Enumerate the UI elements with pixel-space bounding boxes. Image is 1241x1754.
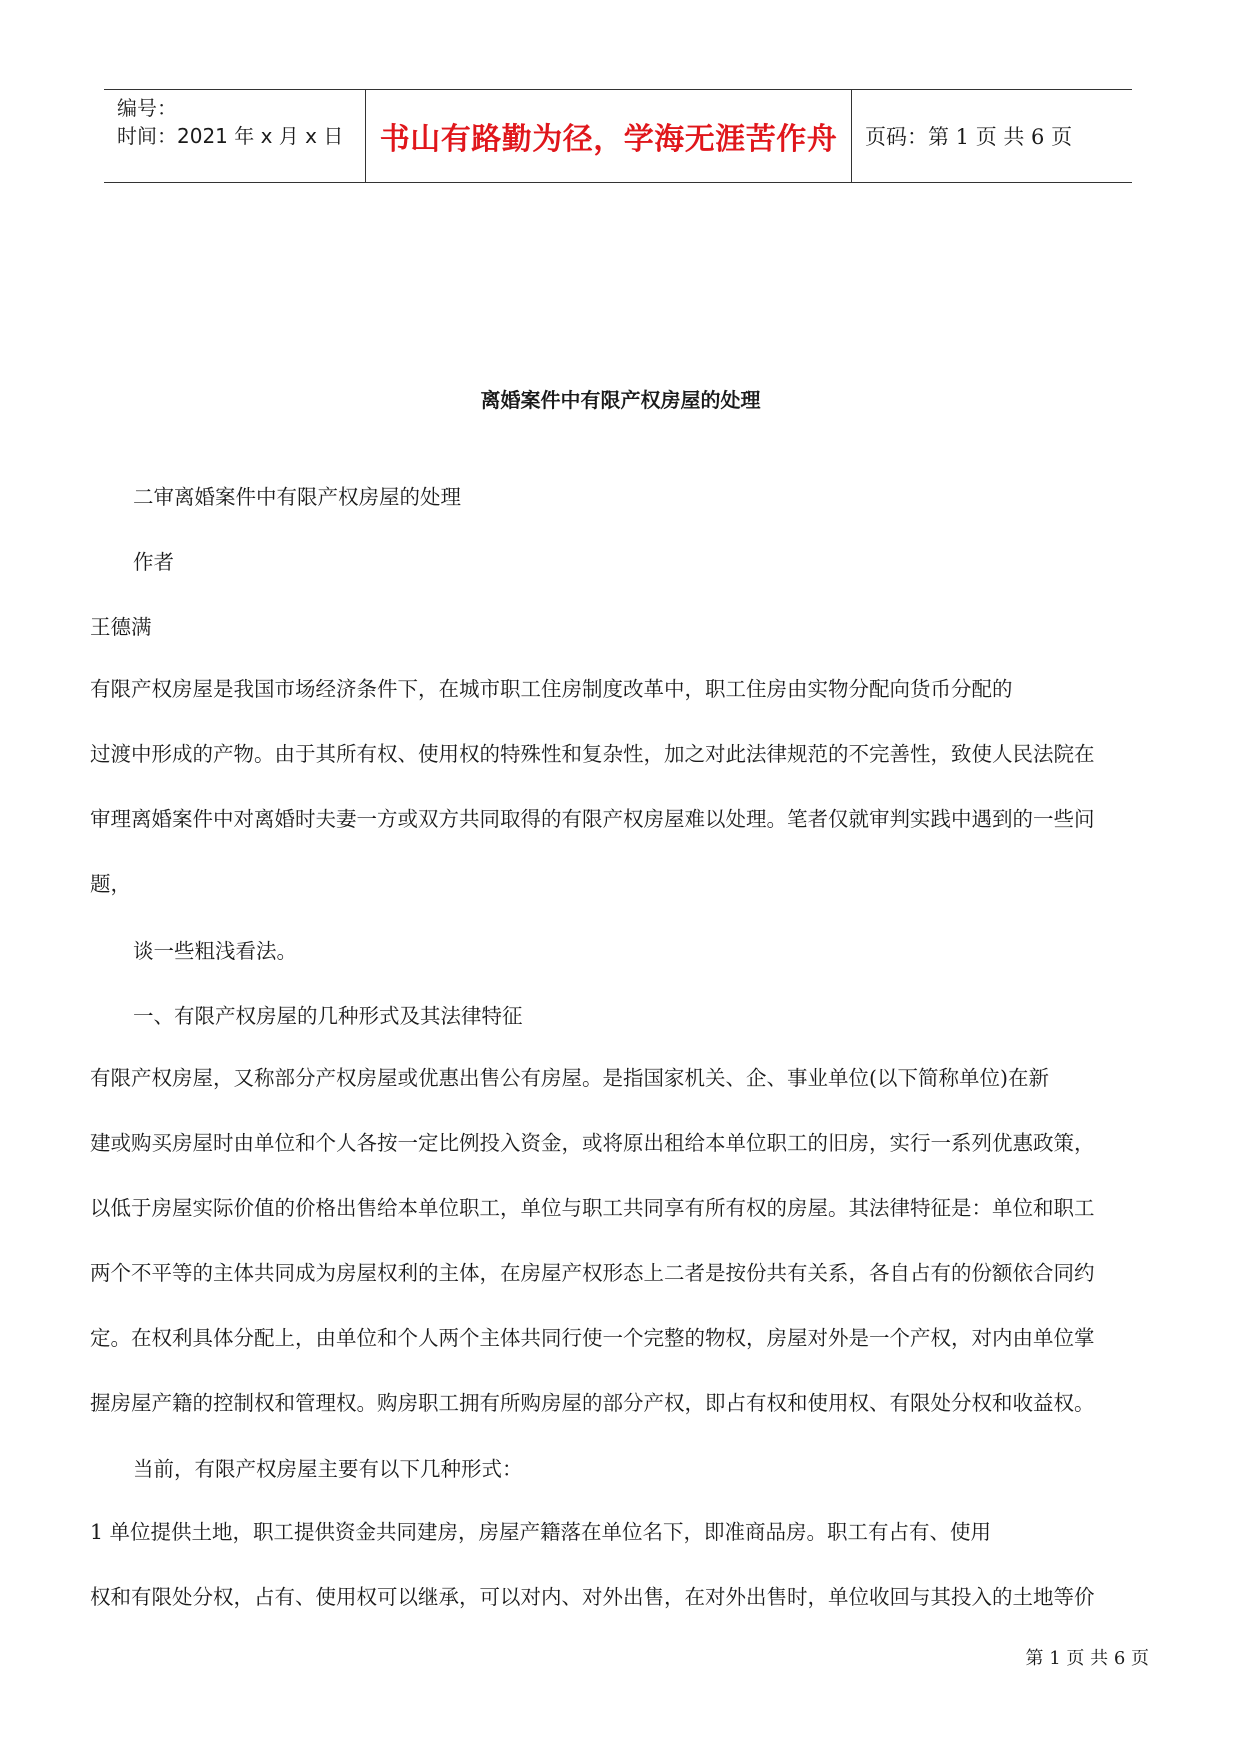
form1-line: 权和有限处分权，占有、使用权可以继承，可以对内、对外出售，在对外出售时，单位收回与其投入的土地等价 bbox=[90, 1585, 1095, 1609]
section1-line: 定。在权利具体分配上，由单位和个人两个主体共同行使一个完整的物权，房屋对外是一个产权，对内由单位掌 bbox=[90, 1326, 1095, 1350]
intro-line: 题， bbox=[90, 872, 131, 896]
intro-paragraph bbox=[90, 657, 1152, 917]
header-page-label: 页码：第 1 页 共 6 页 bbox=[865, 125, 1073, 149]
intro-line: 有限产权房屋是我国市场经济条件下，在城市职工住房制度改革中，职工住房由实物分配向货币分配的 bbox=[90, 677, 1013, 701]
section1-line: 握房屋产籍的控制权和管理权。购房职工拥有所购房屋的部分产权，即占有权和使用权、有限处分权和收益权。 bbox=[90, 1391, 1095, 1415]
subtitle: 二审离婚案件中有限产权房屋的处理 bbox=[133, 485, 461, 509]
forms-intro: 当前，有限产权房屋主要有以下几种形式： bbox=[133, 1457, 523, 1481]
section1-line: 有限产权房屋，又称部分产权房屋或优惠出售公有房屋。是指国家机关、企、事业单位(以下简称单位)在新 bbox=[90, 1066, 1049, 1090]
section1-line: 建或购买房屋时由单位和个人各按一定比例投入资金，或将原出租给本单位职工的旧房，实行一系列优惠政策， bbox=[90, 1131, 1095, 1155]
intro-line: 审理离婚案件中对离婚时夫妻一方或双方共同取得的有限产权房屋难以处理。笔者仅就审判实践中遇到的一些问 bbox=[90, 807, 1095, 831]
header-page-cell bbox=[852, 90, 1132, 182]
document-title: 离婚案件中有限产权房屋的处理 bbox=[480, 388, 761, 412]
form1-line: 1 单位提供土地，职工提供资金共同建房，房屋产籍落在单位名下，即准商品房。职工有占有、使用 bbox=[90, 1520, 992, 1544]
document-time-label: 时间：2021 年 x 月 x 日 bbox=[117, 124, 344, 148]
author-label: 作者 bbox=[133, 550, 174, 574]
footer-page-number: 第 1 页 共 6 页 bbox=[1025, 1648, 1149, 1669]
author-name: 王德满 bbox=[90, 615, 152, 639]
header-table bbox=[104, 89, 1132, 183]
section1-line: 以低于房屋实际价值的价格出售给本单位职工，单位与职工共同享有所有权的房屋。其法律特征是：单位和职工 bbox=[90, 1196, 1095, 1220]
motto-text: 书山有路勤为径，学海无涯苦作舟 bbox=[379, 122, 838, 157]
document-number-label: 编号： bbox=[117, 96, 177, 120]
header-meta-cell bbox=[104, 90, 366, 182]
section1-heading: 一、有限产权房屋的几种形式及其法律特征 bbox=[133, 1004, 523, 1028]
intro-tail: 谈一些粗浅看法。 bbox=[133, 939, 297, 963]
header-motto-cell bbox=[366, 90, 852, 182]
form1-paragraph bbox=[90, 1500, 1152, 1630]
section1-line: 两个不平等的主体共同成为房屋权利的主体，在房屋产权形态上二者是按份共有关系，各自占有的份额依合同约 bbox=[90, 1261, 1095, 1285]
section1-paragraph bbox=[90, 1046, 1152, 1436]
intro-line: 过渡中形成的产物。由于其所有权、使用权的特殊性和复杂性，加之对此法律规范的不完善性，致使人民法院在 bbox=[90, 742, 1095, 766]
